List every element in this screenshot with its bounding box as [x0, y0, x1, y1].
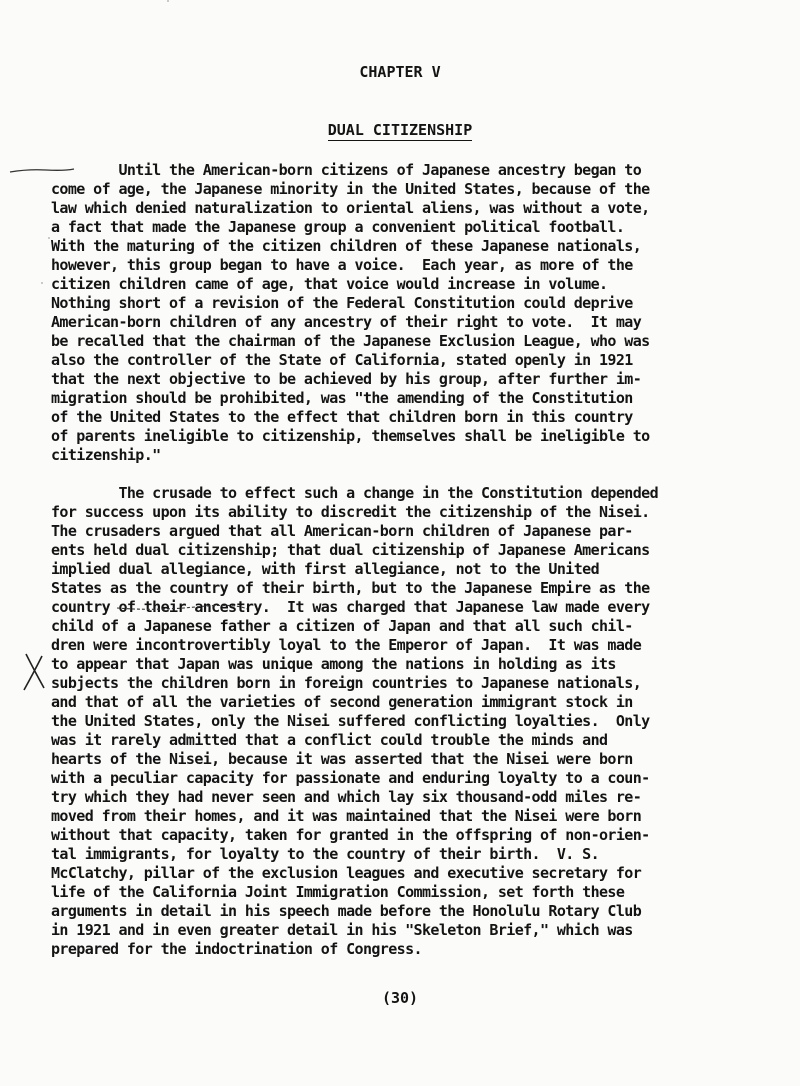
text-line: citizen children came of age, that voice would increase in volume. [51, 275, 608, 293]
text-line: was it rarely admitted that a conflict could trouble the minds and [51, 731, 608, 749]
text-line: try which they had never seen and which lay six thousand-odd miles re- [51, 788, 642, 806]
text-line: McClatchy, pillar of the exclusion leagues and executive secretary for [51, 864, 642, 882]
text-line: States as the country of their birth, but to the Japanese Empire as the [51, 579, 650, 597]
text-line: implied dual allegiance, with first allegiance, not to the United [51, 560, 600, 578]
text-line: subjects the children born in foreign countries to Japanese nationals, [51, 674, 642, 692]
text-line: tal immigrants, for loyalty to the country of their birth. V. S. [51, 845, 600, 863]
page-number: (30) [381, 989, 419, 1007]
text-line: Until the American-born citizens of Japanese ancestry began to [51, 161, 642, 179]
scan-speck [48, 237, 50, 239]
text-line: however, this group began to have a voice. Each year, as more of the [51, 256, 633, 274]
text-line: come of age, the Japanese minority in the United States, because of the [51, 180, 650, 198]
margin-x-mark [20, 650, 50, 694]
text-line: migration should be prohibited, was "the amending of the Constitution [51, 389, 633, 407]
text-line: law which denied naturalization to oriental aliens, was without a vote, [51, 199, 650, 217]
text-line: Nothing short of a revision of the Federal Constitution could deprive [51, 294, 633, 312]
text-line: arguments in detail in his speech made before the Honolulu Rotary Club [51, 902, 642, 920]
chapter-heading: CHAPTER V [359, 63, 441, 81]
text-line: dren were incontrovertibly loyal to the Emperor of Japan. It was made [51, 636, 642, 654]
text-line: without that capacity, taken for granted in the offspring of non-orien- [51, 826, 650, 844]
text-line: moved from their homes, and it was maintained that the Nisei were born [51, 807, 642, 825]
text-line: ents held dual citizenship; that dual citizenship of Japanese Americans [51, 541, 650, 559]
text-line: of the United States to the effect that children born in this country [51, 408, 633, 426]
text-line: country of their ancestry. It was charged that Japanese law made every [51, 598, 650, 616]
text-line: with a peculiar capacity for passionate and enduring loyalty to a coun- [51, 769, 650, 787]
text-line: and that of all the varieties of second generation immigrant stock in [51, 693, 633, 711]
text-line: citizenship." [51, 446, 161, 464]
text-line: prepared for the indoctrination of Congress. [51, 940, 422, 958]
text-line: hearts of the Nisei, because it was asserted that the Nisei were born [51, 750, 633, 768]
text-line: life of the California Joint Immigration Commission, set forth these [51, 883, 625, 901]
text-line: child of a Japanese father a citizen of Japan and that all such chil- [51, 617, 633, 635]
text-line: for success upon its ability to discredit the citizenship of the Nisei. [51, 503, 650, 521]
text-line: American-born children of any ancestry of their right to vote. It may [51, 313, 642, 331]
text-line: The crusaders argued that all American-born children of Japanese par- [51, 522, 633, 540]
scan-speck [41, 282, 43, 284]
section-title [0, 121, 800, 139]
text-line: to appear that Japan was unique among the nations in holding as its [51, 655, 616, 673]
text-line: a fact that made the Japanese group a convenient political football. [51, 218, 625, 236]
scan-speck [167, 0, 169, 2]
section-title-text: DUAL CITIZENSHIP [327, 121, 473, 139]
text-line: With the maturing of the citizen children of these Japanese nationals, [51, 237, 642, 255]
text-line: that the next objective to be achieved by his group, after further im- [51, 370, 642, 388]
text-line: in 1921 and in even greater detail in his "Skeleton Brief," which was [51, 921, 633, 939]
text-line: also the controller of the State of California, stated openly in 1921 [51, 351, 633, 369]
text-line: The crusade to effect such a change in the Constitution depended [51, 484, 659, 502]
margin-dash-mark [8, 160, 78, 180]
text-line: the United States, only the Nisei suffered conflicting loyalties. Only [51, 712, 650, 730]
text-line: of parents ineligible to citizenship, themselves shall be ineligible to [51, 427, 650, 445]
text-line: be recalled that the chairman of the Japanese Exclusion League, who was [51, 332, 650, 350]
strikethrough-mark [115, 604, 250, 614]
